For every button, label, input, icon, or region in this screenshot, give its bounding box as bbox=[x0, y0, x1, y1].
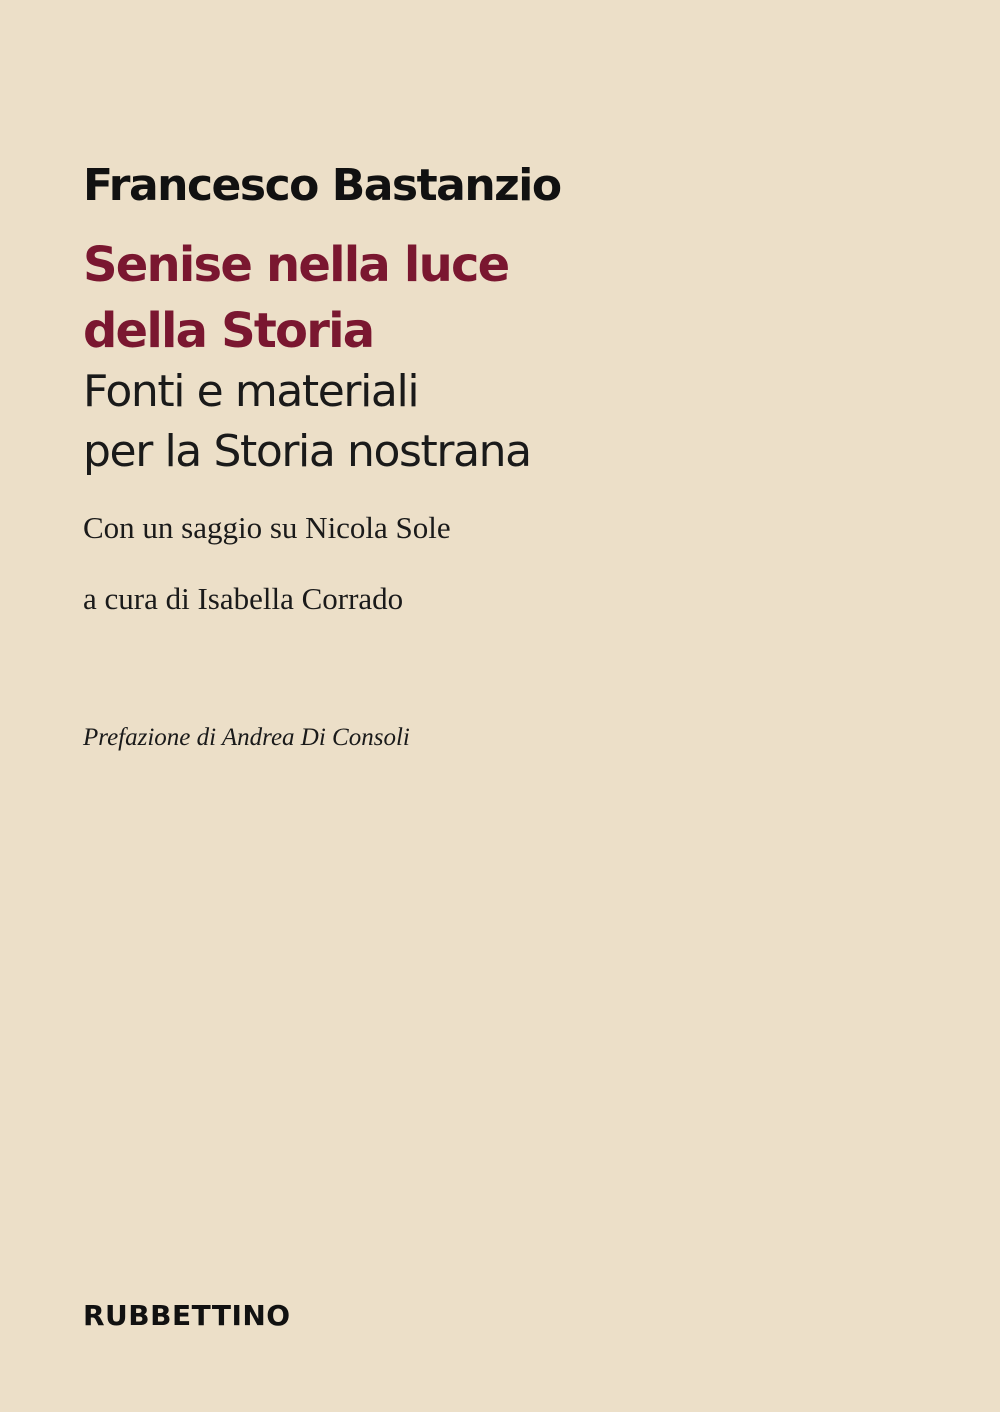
book-subtitle-line: Fonti e materiali bbox=[83, 366, 419, 417]
book-title bbox=[83, 232, 508, 364]
book-title-line: della Storia bbox=[83, 303, 374, 359]
publisher-logo: RUBBETTINO bbox=[83, 1299, 291, 1332]
book-subtitle bbox=[83, 362, 531, 482]
book-subtitle-line: per la Storia nostrana bbox=[83, 426, 531, 477]
author-name: Francesco Bastanzio bbox=[83, 160, 561, 211]
editor-note: a cura di Isabella Corrado bbox=[83, 581, 404, 616]
preface-note: Prefazione di Andrea Di Consoli bbox=[83, 724, 410, 751]
book-title-line: Senise nella luce bbox=[83, 237, 509, 293]
essay-note: Con un saggio su Nicola Sole bbox=[83, 510, 451, 545]
